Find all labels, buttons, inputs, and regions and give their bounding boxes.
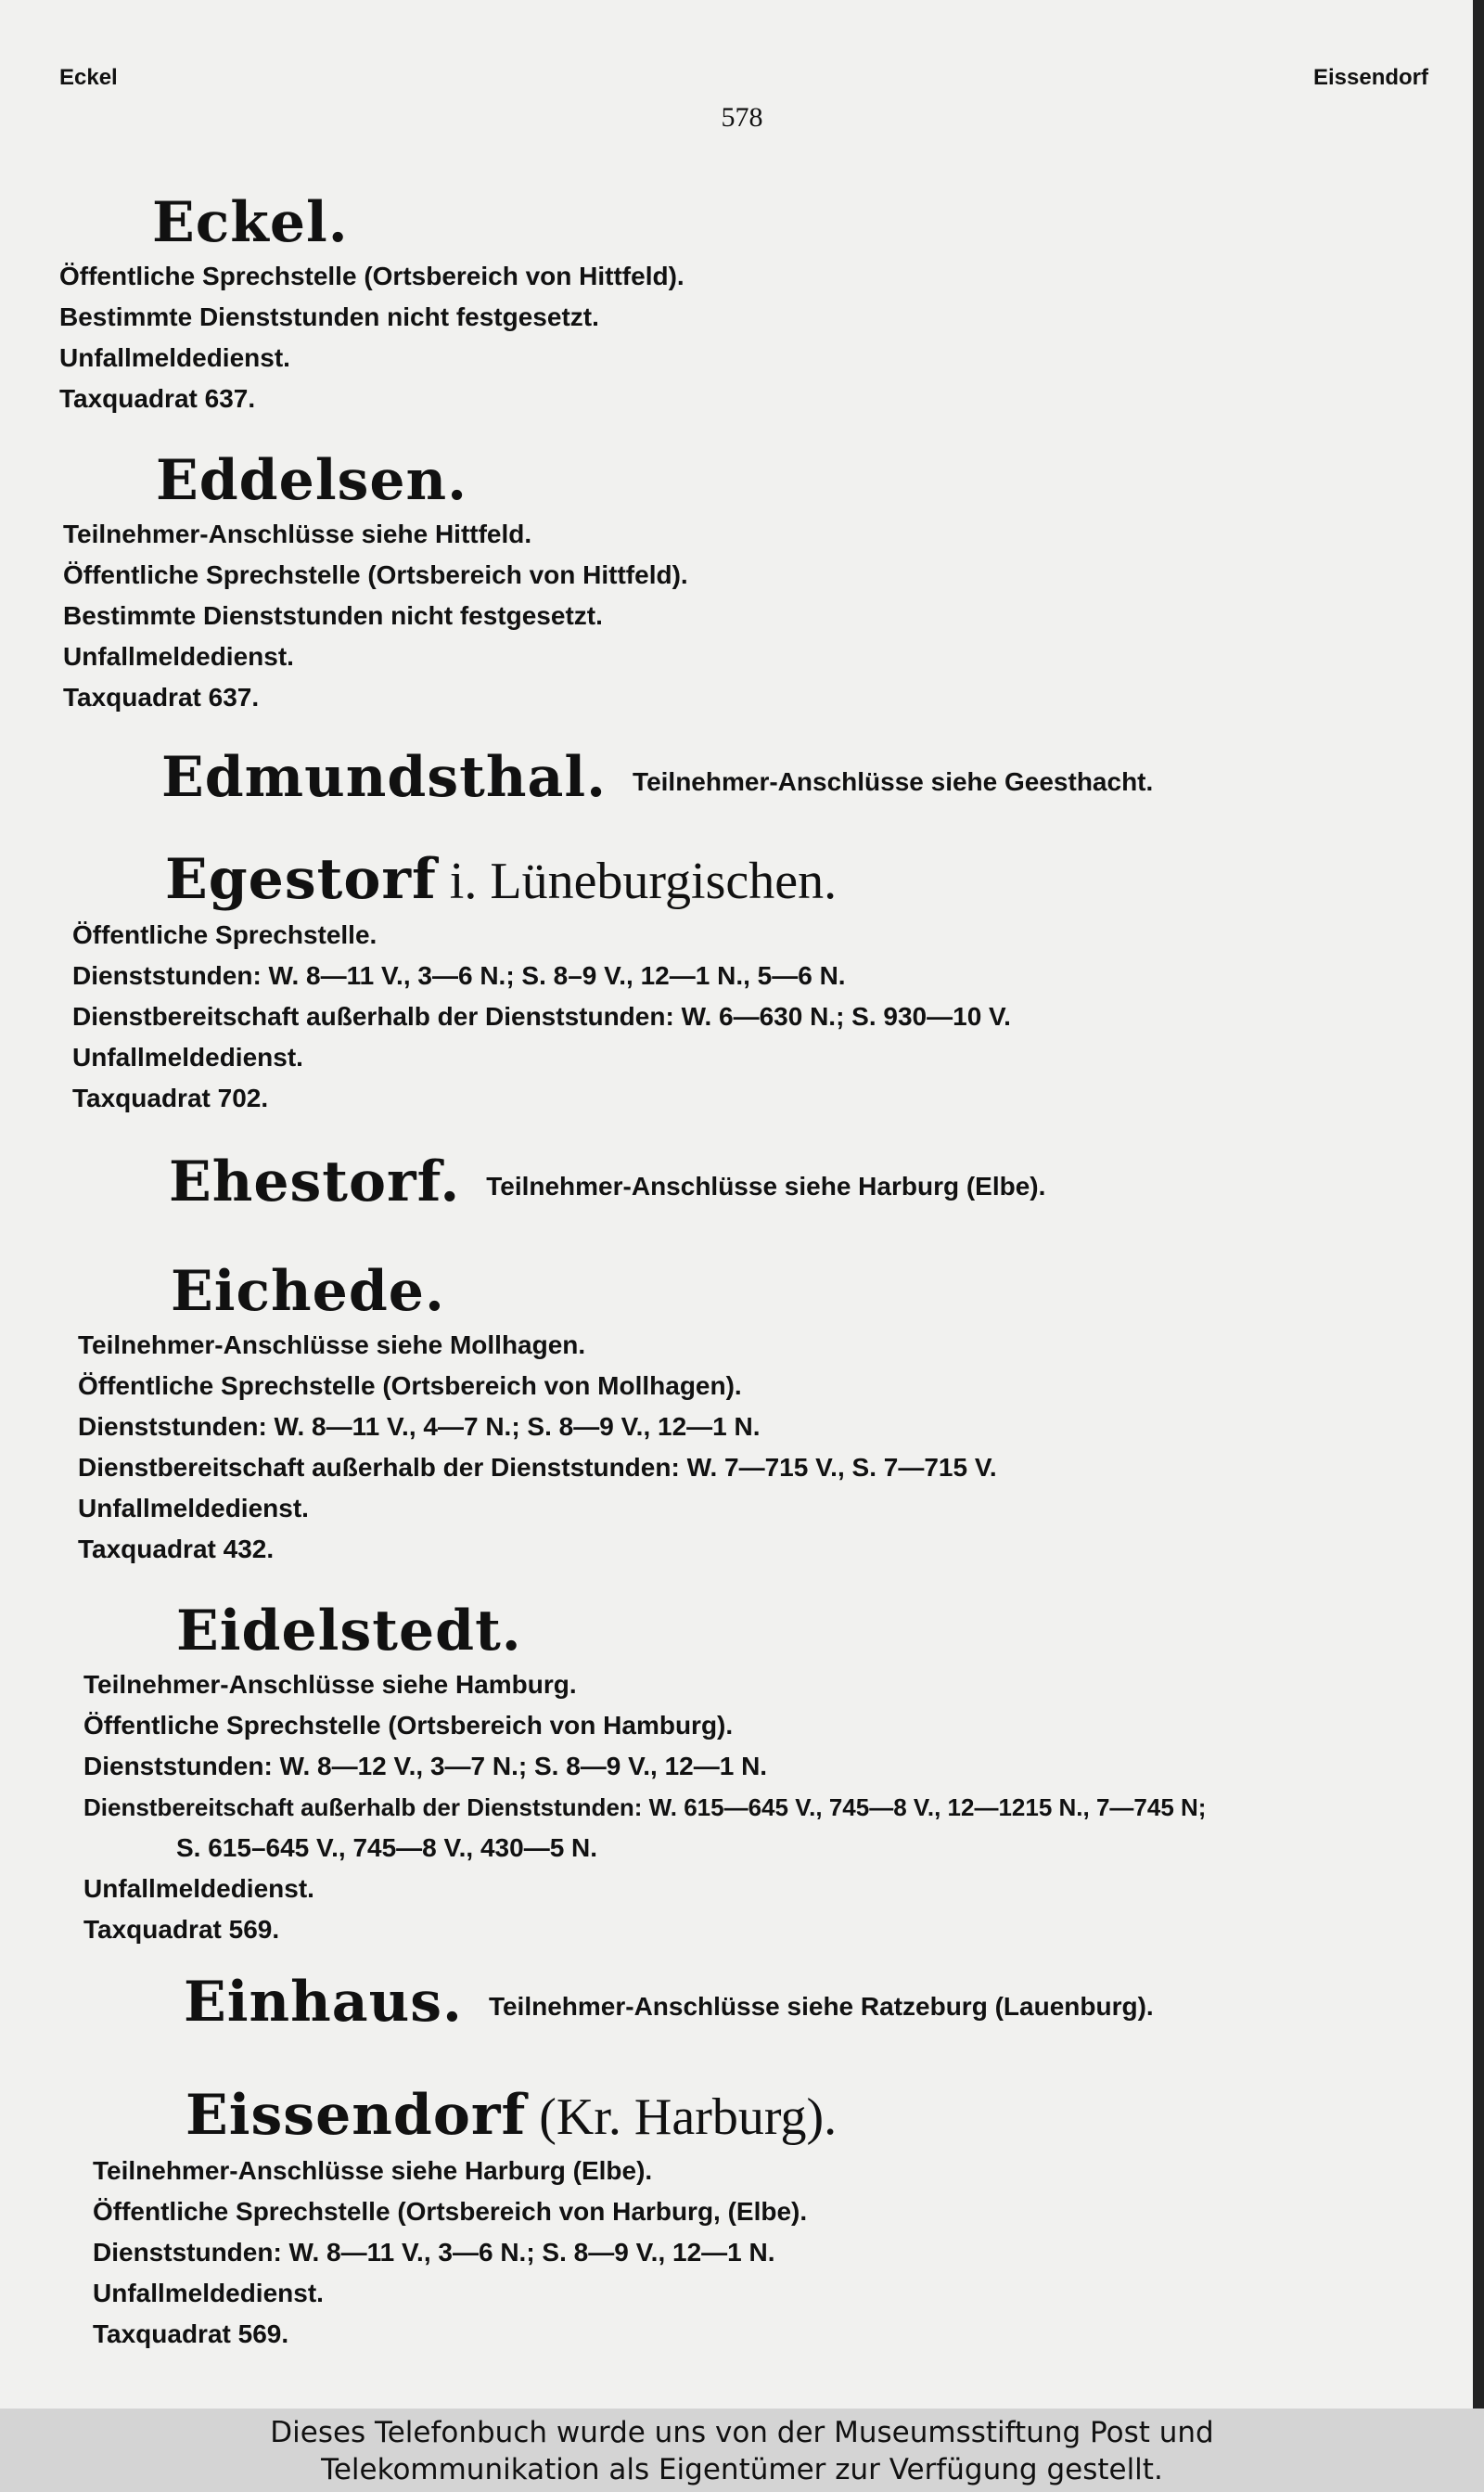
place-name: Edmundsthal. xyxy=(161,745,608,810)
entry-title xyxy=(78,1258,997,1325)
entry-line: Öffentliche Sprechstelle (Ortsbereich von Hittfeld). xyxy=(63,560,688,589)
entry-line: Bestimmte Dienststunden nicht festgesetzt. xyxy=(63,601,603,630)
entry-line: Teilnehmer-Anschlüsse siehe Harburg (Elbe). xyxy=(93,2156,653,2185)
entry-line: Unfallmeldedienst. xyxy=(59,343,290,372)
entry-line: Öffentliche Sprechstelle. xyxy=(72,920,377,949)
entry-line: Öffentliche Sprechstelle (Ortsbereich von Harburg, (Elbe). xyxy=(93,2197,808,2226)
entry-line: Unfallmeldedienst. xyxy=(78,1494,309,1522)
entry-eissendorf xyxy=(93,2082,837,2355)
entry-line: Taxquadrat 432. xyxy=(78,1535,275,1563)
entry-line: Öffentliche Sprechstelle (Ortsbereich von Hittfeld). xyxy=(59,262,684,290)
entry-line: Dienststunden: W. 8—11 V., 4—7 N.; S. 8—9 V., 12—1 N. xyxy=(78,1412,761,1441)
entry-line: Bestimmte Dienststunden nicht festgesetzt. xyxy=(59,302,599,331)
entry-line: Dienstbereitschaft außerhalb der Dienststunden: W. 6—630 N.; S. 930—10 V. xyxy=(72,1002,1011,1031)
entry-line: Taxquadrat 569. xyxy=(93,2319,289,2348)
entry-line: Dienststunden: W. 8—11 V., 3—6 N.; S. 8—9 V., 12—1 N. xyxy=(93,2238,775,2267)
entry-eddelsen xyxy=(63,447,688,718)
entry-line: Teilnehmer-Anschlüsse siehe Mollhagen. xyxy=(78,1330,586,1359)
place-name: Eichede. xyxy=(171,1259,445,1324)
entry-line: Teilnehmer-Anschlüsse siehe Hittfeld. xyxy=(63,520,532,548)
entry-eckel xyxy=(59,189,684,419)
entry-title xyxy=(72,846,1011,915)
entry-line: Dienstbereitschaft außerhalb der Dienststunden: W. 7—715 V., S. 7—715 V. xyxy=(78,1453,997,1482)
entry-line: Taxquadrat 637. xyxy=(63,683,260,712)
entry-line: Unfallmeldedienst. xyxy=(83,1874,314,1903)
entry-line: Dienststunden: W. 8—11 V., 3—6 N.; S. 8–9 V., 12—1 N., 5—6 N. xyxy=(72,961,846,990)
entry-line: Dienstbereitschaft außerhalb der Dienststunden: W. 615—645 V., 745—8 V., 12—1215 N., 7—745 N; xyxy=(83,1793,1207,1821)
attribution-footer xyxy=(0,2409,1484,2492)
entry-title xyxy=(69,744,1153,816)
place-name: Egestorf xyxy=(165,847,437,912)
entry-egestorf xyxy=(72,846,1011,1119)
footer-line-1: Dieses Telefonbuch wurde uns von der Museumsstiftung Post und xyxy=(270,2416,1214,2449)
entry-title xyxy=(91,1969,1154,2040)
entry-ehestorf xyxy=(76,1149,1045,1220)
entry-line: Dienststunden: W. 8—12 V., 3—7 N.; S. 8—9 V., 12—1 N. xyxy=(83,1752,768,1780)
running-head-right: Eissendorf xyxy=(1312,65,1428,90)
cross-reference: Teilnehmer-Anschlüsse siehe Ratzeburg (Lauenburg). xyxy=(488,1991,1154,2021)
cross-reference: Teilnehmer-Anschlüsse siehe Geesthacht. xyxy=(633,766,1154,796)
entry-line: Taxquadrat 702. xyxy=(72,1084,269,1112)
running-head-left: Eckel xyxy=(59,65,118,90)
place-name: Eckel. xyxy=(152,190,349,255)
entry-line: Teilnehmer-Anschlüsse siehe Hamburg. xyxy=(83,1670,577,1699)
entry-einhaus xyxy=(91,1969,1154,2040)
entry-title xyxy=(76,1149,1045,1220)
entry-line: Taxquadrat 569. xyxy=(83,1915,280,1944)
entry-line: S. 615–645 V., 745—8 V., 430—5 N. xyxy=(176,1833,598,1862)
entry-title xyxy=(83,1598,1206,1664)
cross-reference: Teilnehmer-Anschlüsse siehe Harburg (Elbe). xyxy=(486,1171,1046,1201)
entry-line: Unfallmeldedienst. xyxy=(72,1043,303,1072)
place-name: Einhaus. xyxy=(184,1970,463,2035)
place-qualifier: (Kr. Harburg). xyxy=(526,2088,838,2146)
entry-line: Unfallmeldedienst. xyxy=(63,642,294,671)
place-qualifier: i. Lüneburgischen. xyxy=(436,853,838,910)
entry-line: Taxquadrat 637. xyxy=(59,384,256,413)
entry-title xyxy=(93,2082,837,2151)
page-number: 578 xyxy=(721,102,763,133)
entry-eichede xyxy=(78,1258,997,1570)
entry-line: Öffentliche Sprechstelle (Ortsbereich von Hamburg). xyxy=(83,1711,734,1740)
entry-eidelstedt xyxy=(83,1598,1206,1950)
entry-line: Öffentliche Sprechstelle (Ortsbereich von Mollhagen). xyxy=(78,1371,742,1400)
place-name: Eddelsen. xyxy=(156,448,468,513)
place-name: Eidelstedt. xyxy=(176,1599,522,1663)
page-edge-shadow xyxy=(1473,0,1484,2409)
entry-title xyxy=(59,189,684,256)
place-name: Ehestorf. xyxy=(169,1150,461,1214)
entry-line: Unfallmeldedienst. xyxy=(93,2279,324,2307)
footer-line-2: Telekommunikation als Eigentümer zur Verfügung gestellt. xyxy=(321,2453,1163,2486)
entry-edmundsthal xyxy=(69,744,1153,816)
entry-title xyxy=(63,447,688,514)
place-name: Eissendorf xyxy=(186,2083,527,2148)
